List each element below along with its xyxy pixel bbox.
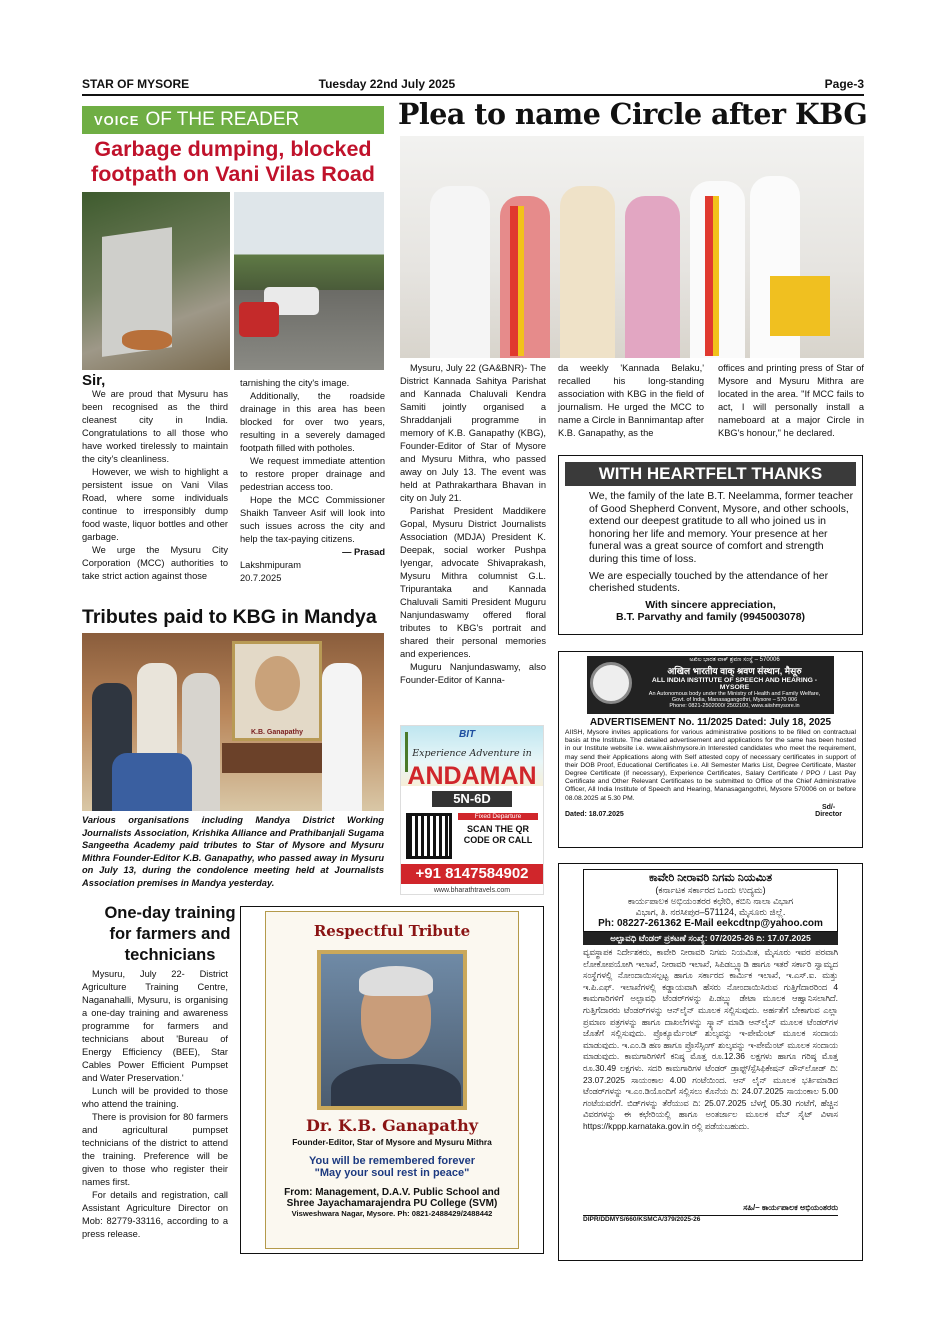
reader-date: 20.7.2025	[240, 573, 282, 583]
plea-col-1	[400, 362, 546, 687]
andaman-web: www.bharathtravels.com	[433, 887, 511, 894]
andaman-duration: 5N-6D	[432, 791, 512, 807]
andaman-ad	[400, 725, 544, 895]
kaveri-title: ಕಾವೇರಿ ನೀರಾವರಿ ನಿಗಮ ನಿಯಮಿತ	[648, 872, 773, 884]
andaman-fixed: Fixed Departure	[458, 813, 538, 820]
aiish-director: Director	[815, 810, 842, 818]
kaveri-sub: (ಕರ್ನಾಟಕ ಸರ್ಕಾರದ ಒಂದು ಉದ್ಯಮ)	[655, 885, 766, 895]
voice-rest: OF THE READER	[145, 109, 300, 130]
plea-para: Mysuru, July 22 (GA&BNR)- The District Kannada Sahitya Parishat and Kannada Chaluvali Kendra Samiti jointly organised a Shraddanjali programme in memory of K.B. Ganapathy (KBG), Founder-Editor of Star of Mysore and Mysuru Mithra, who passed away on July 13. The event was held at Pathrakarthara Bhavan in city on July 21.	[400, 363, 546, 503]
thanks-ad	[558, 455, 863, 635]
tribute-from-2: Shree Jayachamarajendra PU College (SVM)	[286, 1198, 498, 1209]
kaveri-office-1: ಕಾರ್ಯಪಾಲಕ ಅಭಿಯಂತರರ ಕಛೇರಿ, ಕಬಿನಿ ನಾಲಾ ವಿಭಾಗ	[627, 896, 794, 906]
aiish-top-line: ಅಖಿಲ ಭಾರತ ವಾಕ್ ಶ್ರವಣ ಸಂಸ್ಥೆ – 570006	[689, 657, 780, 663]
thanks-title: WITH HEARTFELT THANKS	[565, 462, 856, 486]
reader-para: We request immediate attention to restore proper drainage and pedestrian access too.	[240, 456, 385, 492]
plea-col-3	[718, 362, 864, 440]
reader-place: Lakshmipuram	[240, 560, 301, 570]
aiish-sub2: Govt. of India, Manasagangothri, Mysore – 570 006	[671, 697, 798, 703]
tribute-role: Founder-Editor, Star of Mysore and Mysuru Mithra	[292, 1137, 492, 1147]
aiish-sd: Sd/-	[821, 803, 836, 811]
training-para: Mysuru, July 22- District Agriculture Training Centre, Naganahalli, Mysuru, is organising a one-day training and awareness programme for farmers and technicians about 'Bureau of Energy Efficiency (BEE), Star Cables Power Efficient Pumpset and Water Preservation.'	[82, 969, 228, 1083]
mandya-banner-text: K.B. Ganapathy	[250, 729, 304, 736]
reader-col-2	[240, 377, 385, 585]
mandya-photo	[82, 633, 384, 811]
portrait	[317, 950, 467, 1110]
kaveri-ref: DIPR/DDMYS/660/KSMCA/379/2025-26	[583, 1215, 838, 1223]
reader-signature: — Prasad	[342, 547, 385, 557]
reader-para: Additionally, the roadside drainage in this area has been blocked for over two years, resulting in a severely damaged footpath filled with potholes.	[240, 391, 385, 453]
mandya-caption: Various organisations including Mandya District Working Journalists Association, Krishika Alliance and Prathibanjali Sugama Sangeetha Academy paid tributes to Star of Mysore and Mysuru Mithra Founder-Editor K.B. Ganapathy, who passed away in Mysuru on July 13, during the condolence meeting held at Journalists Association premises in Mandya yesterday.	[82, 815, 384, 888]
plea-para: Muguru Nanjundaswamy, also Founder-Editor of Kanna-	[400, 662, 546, 685]
kaveri-sig: ಸಹಿ/– ಕಾರ್ಯಪಾಲಕ ಅಭಿಯಂತರರು	[743, 1203, 838, 1212]
masthead	[82, 74, 864, 96]
reader-para: Hope the MCC Commissioner Shaikh Tanveer Asif will look into such issues across the city and help the tax-paying citizens.	[240, 495, 385, 544]
kaveri-body: ವ್ಯವಸ್ಥಾಪಕ ನಿರ್ದೇಶಕರು, ಕಾವೇರಿ ನೀರಾವರಿ ನಿಗಮ ನಿಯಮಿತ, ಮೈಸೂರು ಇವರ ಪರವಾಗಿ ಲೋಕೋಪಯೋಗಿ ಇಲಾಖೆ, ನೀರಾವರಿ ಇಲಾಖೆ, ಸಿಪಿಡಬ್ಲ್ಯೂಡಿ ಹಾಗೂ ಇತರೆ ಸರ್ಕಾರಿ ಸ್ವಾಮ್ಯದ ಸಂಸ್ಥೆಗಳಲ್ಲಿ ನೋಂದಾಯಿಸಲ್ಪಟ್ಟ ಹಾಗೂ ಸರ್ಕಾರದ ಕಾರ್ಮಿಕ ಇಲಾಖೆ, ಇ.ಎಸ್.ಐ. ಮತ್ತು ಇ.ಪಿ.ಎಫ್. ಇಲಾಖೆಗಳಲ್ಲಿ ಕಡ್ಡಾಯವಾಗಿ ಹೆಸರು ನೋಂದಾಯಿಸಿರುವ ಗುತ್ತಿಗೆದಾರರಿಂದ 4 ಕಾಮಗಾರಿಗಳಿಗೆ ಅಲ್ಪಾವಧಿ ಟೆಂಡರ್‌ಗಳನ್ನು ಪಿ.ಡಬ್ಲ್ಯು ಡೇಟಾ ಮೂಲಕ ಆಹ್ವಾನಿಸಲಾಗಿದೆ. ಗುತ್ತಿಗೆದಾರರು ಟೆಂಡರ್‌ಗಳನ್ನು ಆನ್‌ಲೈನ್ ಮೂಲಕ ಸಲ್ಲಿಸುವುದು. ಅರ್ಹತೆಗೆ ಬೇಕಾಗುವ ಎಲ್ಲಾ ಪ್ರಮಾಣ ಪತ್ರಗಳನ್ನು ಹಾಗೂ ದಾಖಲೆಗಳನ್ನು ಸ್ಕ್ಯಾನ್ ಮಾಡಿ ಆನ್‌ಲೈನ್ ಮೂಲಕ ಟೆಂಡರ್‌ಗಳ ಜೊತೆಗೆ ಸಲ್ಲಿಸುವುದು. ಪ್ರೊಕ್ಯೂರ್ಮೆಂಟ್ ಶುಲ್ಕವನ್ನು ಇ-ಪೇಮೆಂಟ್ ಮೂಲಕ ಸಂದಾಯ ಮಾಡುವುದು. ಇ.ಎಂ.ಡಿ ಹಣ ಹಾಗೂ ಪ್ರೊಸೆಸ್ಸಿಂಗ್ ಶುಲ್ಕವನ್ನು ಇ-ಪೇಮೆಂಟ್ ಮೂಲಕ ಸಂದಾಯ ಮಾಡುವುದು. ಕಾಮಗಾರಿಗಳಿಗೆ ಕನಿಷ್ಠ ಮೊತ್ತ ರೂ.12.36 ಲಕ್ಷಗಳು ಹಾಗೂ ಗರಿಷ್ಠ ಮೊತ್ತ ರೂ.30.49 ಲಕ್ಷಗಳು. ಸದರಿ ಕಾಮಗಾರಿಗಳ ಟೆಂಡರ್ ಡ್ರಾಫ್ಟ್/ಸ್ಪೆಸಿಫಿಕೇಷನ್ ಡೌನ್‌ಲೋಡ್ ದಿ: 23.07.2025 ಸಾಯಂಕಾಲ 4.00 ಗಂಟೆಯಿಂದ. ಆನ್ ಲೈನ್ ಮೂಲಕ ಭರ್ತಿಮಾಡಿದ ಟೆಂಡರ್‌ಗಳನ್ನು ಇ.ಎಂ.ಡಿಯೊಂದಿಗೆ ಸಲ್ಲಿಸಲು ಕೊನೆಯ ದಿ: 24.07.2025 ಸಾಯಂಕಾಲ 5.00 ಗಂಟೆಯವರೆಗೆ. ಬಿಡ್‌ಗಳನ್ನು ತೆರೆಯುವ ದಿ: 25.07.2025 ಬೆಳಗ್ಗೆ 05.30 ಗಂಟೆಗೆ, ಹೆಚ್ಚಿನ ವಿವರಗಳನ್ನು ಈ ಕಛೇರಿಯಲ್ಲಿ ಹಾಗೂ ಅಂತರ್ಜಾಲ ಮೂಲಕ ವೆಬ್ ಸೈಟ್ ವಿಳಾಸ https://kppp.karnataka.gov.in ರಲ್ಲಿ ಪಡೆಯಬಹುದು.	[583, 947, 838, 1131]
aiish-adv: ADVERTISEMENT No. 11/2025 Dated: July 18, 2025	[589, 717, 832, 728]
plea-col-2	[558, 362, 704, 440]
andaman-place: ANDAMAN	[407, 762, 537, 790]
plea-para: offices and printing press of Star of Mysore and Mysuru Mithra are located in the area. "If MCC fails to act, I will personally install a nameboard at a major Circle in KBG's honour," he declared.	[718, 363, 864, 438]
reader-col-1	[82, 374, 228, 583]
mandya-headline: Tributes paid to KBG in Mandya	[82, 606, 377, 628]
tribute-from-1: From: Management, D.A.V. Public School and	[284, 1187, 500, 1198]
kaveri-ad	[558, 863, 863, 1261]
thanks-signoff: B.T. Parvathy and family (9945003078)	[615, 610, 806, 623]
plea-photo	[400, 136, 864, 358]
tribute-remember: You will be remembered forever	[308, 1155, 476, 1167]
tribute-name: Dr. K.B. Ganapathy	[305, 1116, 479, 1135]
tribute-ad	[240, 906, 544, 1254]
andaman-phone: +91 8147584902	[401, 864, 543, 884]
kaveri-tender: ಅಲ್ಪಾವಧಿ ಟೆಂಡರ್ ಪ್ರಕಟಣೆ ಸಂಖ್ಯೆ: 07/2025-26 ದಿ: 17.07.2025	[583, 932, 838, 945]
plea-para: Parishat President Maddikere Gopal, Mysuru District Journalists Association (MDJA) President K. Deepak, social worker Pushpa Iyengar, advocate Shivaprakash, Mysuru Mithra columnist G.L. Tripurantaka and Kannada Chaluvali Samiti President Muguru Nanjundaswamy offered floral tributes to KBG's portrait and shared their personal memories and experiences.	[400, 506, 546, 659]
reader-para: We are proud that Mysuru has been recognised as the third cleanest city in India. Congratulations to all those who have worked tirelessly to maintain the city's cleanliness.	[82, 389, 228, 464]
andaman-scan: SCAN THE QR CODE OR CALL	[463, 824, 533, 845]
aiish-dated: Dated: 18.07.2025	[565, 810, 624, 818]
andaman-logo: BIT	[459, 729, 476, 740]
reader-para: tarnishing the city's image.	[240, 378, 350, 388]
page-number: Page-3	[824, 77, 864, 91]
plea-headline: Plea to name Circle after KBG	[398, 97, 868, 131]
tribute-title: Respectful Tribute	[313, 922, 471, 940]
kaveri-office-2: ವಿಭಾಗ, ತಿ. ನರಸೀಪುರ–571124, ಮೈಸೂರು ಜಿಲ್ಲೆ.	[635, 907, 786, 917]
voice-word: VOICE	[94, 112, 140, 128]
reader-salutation: Sir,	[82, 372, 106, 389]
qr-code-icon	[406, 813, 452, 859]
training-headline: One-day training for farmers and technicians	[104, 904, 236, 964]
tribute-addr: Visweshwara Nagar, Mysore. Ph: 0821-2488429/2488442	[291, 1209, 493, 1218]
aiish-sub3: Phone: 0821-2502000/ 2502100, www.aiishmysore.in	[669, 703, 800, 709]
tribute-soul: "May your soul rest in peace"	[314, 1167, 470, 1179]
kaveri-phone: Ph: 08227-261362 E-Mail eekcdtnp@yahoo.com	[598, 918, 823, 929]
aiish-sub1: An Autonomous body under the Ministry of Health and Family Welfare,	[648, 691, 821, 697]
garbage-photo	[82, 192, 230, 370]
aiish-emblem-icon	[590, 662, 632, 704]
andaman-tagline: Experience Adventure in	[412, 748, 532, 759]
training-para: For details and registration, call Assistant Agriculture Director on Mob: 82779-33116, according to a press release.	[82, 1190, 228, 1239]
reader-para: However, we wish to highlight a persistent issue on Vani Vilas Road, where some individuals continue to irresponsibly dump food waste, liquor bottles and other garbage.	[82, 467, 228, 542]
training-text	[82, 968, 228, 1241]
reader-para: We urge the Mysuru City Corporation (MCC) authorities to take strict action against those	[82, 545, 228, 581]
training-para: There is provision for 80 farmers and agricultural pumpset technicians of the district to attend the training. Preference will be given to those who register their names first.	[82, 1112, 228, 1187]
paper-name: STAR OF MYSORE	[82, 77, 190, 91]
aiish-hindi: अखिल भारतीय वाक् श्रवण संस्थान, मैसूरु	[667, 666, 802, 676]
aiish-body: AIISH, Mysore invites applications for various administrative positions to be filled on contractual basis at the Institute. The detailed advertisement and applications for the same has been hosted in our Institute website i.e. www.aiishmysore.in Interested candidates who meet the requirement, may send their Applications along with Self attested copy of necessary certificates in support of their DOB Proof, Educational Certificates i.e. All Semester Marks List, Degree Certificate, Master Degree Certificate (if necessary), Experience Certificates, Salary Certificate / PPO / Last Pay Certificate and Other Relevant Certificates to be submitted to Office of the Chief Administrative Officer, All India Institute of Speech and Hearing, Manasagangothri, Mysore 570006 on or before 08.08.2025 at 5.30 PM.	[565, 729, 856, 802]
plea-para: da weekly 'Kannada Belaku,' recalled his long-standing association with KBG in the field of journalism. He urged the MCC to name a Circle in Bannimantap after K.B. Ganapathy, as the	[558, 363, 704, 438]
aiish-ad	[558, 651, 863, 848]
thanks-body: We, the family of the late B.T. Neelamma, former teacher of Good Shepherd Convent, Mysore, and other schools, extend our deepest gratitude to all who joined us in honoring her life and memory. Your presence at her funeral was a great source of comfort and strength during this time of loss.	[589, 490, 854, 565]
aiish-name: ALL INDIA INSTITUTE OF SPEECH AND HEARING - MYSORE	[651, 677, 818, 691]
road-photo	[234, 192, 384, 370]
training-para: Lunch will be provided to those who attend the training.	[82, 1086, 228, 1109]
reader-headline: Garbage dumping, blocked footpath on Vani Vilas Road	[91, 137, 375, 186]
voice-banner	[82, 106, 384, 134]
thanks-body-2: We are especially touched by the attendance of her cherished students.	[589, 569, 829, 595]
thanks-closing: With sincere appreciation,	[645, 598, 776, 611]
issue-date: Tuesday 22nd July 2025	[318, 77, 456, 91]
